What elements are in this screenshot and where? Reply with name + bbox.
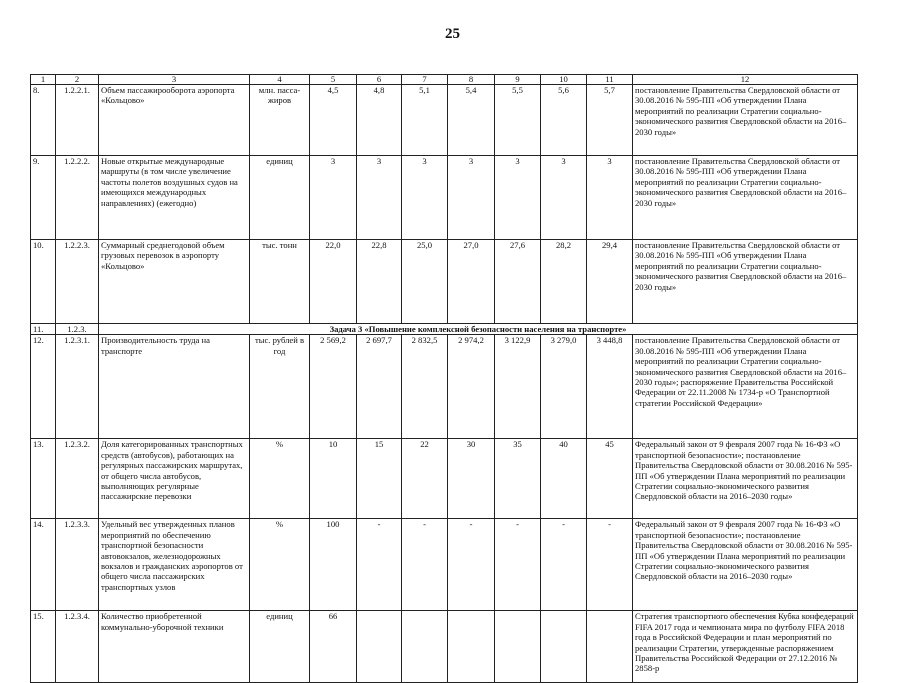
value-cell: [541, 611, 587, 683]
row-number: 11.: [31, 324, 56, 335]
legal-basis: Федеральный закон от 9 февраля 2007 года № 16-ФЗ «О транспортной безопасности»; постановление Правительства Свердловской области от 30.08.2016 № 595-ПП «Об утверждении Плана мероприятий по реализации Стратегии социально-экономического развития Свердловской области на 2016–2030 годы»: [633, 439, 858, 519]
value-cell: 5,6: [541, 85, 587, 156]
table-row: [31, 335, 858, 439]
header-cell: 11: [587, 75, 633, 85]
value-cell: 22,8: [357, 240, 402, 324]
legal-basis: постановление Правительства Свердловской области от 30.08.2016 № 595-ПП «Об утверждении Плана мероприятий по реализации Стратегии социально-экономического развития Свердловской области на 2016–2030 годы»: [633, 85, 858, 156]
indicator-code: 1.2.3.2.: [56, 439, 99, 519]
value-cell: 22: [402, 439, 448, 519]
value-cell: 45: [587, 439, 633, 519]
unit-of-measure: тыс. рублей в год: [250, 335, 310, 439]
indicator-name: Количество приобретенной коммунально-уборочной техники: [99, 611, 250, 683]
header-cell: 8: [448, 75, 495, 85]
indicator-code: 1.2.2.1.: [56, 85, 99, 156]
value-cell: -: [587, 519, 633, 611]
indicators-table: [30, 74, 858, 683]
value-cell: 4,8: [357, 85, 402, 156]
value-cell: 30: [448, 439, 495, 519]
value-cell: 5,1: [402, 85, 448, 156]
legal-basis: постановление Правительства Свердловской области от 30.08.2016 № 595-ПП «Об утверждении Плана мероприятий по реализации Стратегии социально-экономического развития Свердловской области на 2016–2030 годы»: [633, 240, 858, 324]
indicator-code: 1.2.3.1.: [56, 335, 99, 439]
unit-of-measure: %: [250, 519, 310, 611]
header-cell: 9: [495, 75, 541, 85]
value-cell: 2 569,2: [310, 335, 357, 439]
row-number: 13.: [31, 439, 56, 519]
value-cell: [357, 611, 402, 683]
value-cell: 22,0: [310, 240, 357, 324]
value-cell: 27,0: [448, 240, 495, 324]
row-number: 10.: [31, 240, 56, 324]
value-cell: 2 697,7: [357, 335, 402, 439]
indicator-code: 1.2.2.3.: [56, 240, 99, 324]
value-cell: 3: [357, 156, 402, 240]
indicator-name: Суммарный среднегодовой объем грузовых перевозок в аэропорту «Кольцово»: [99, 240, 250, 324]
value-cell: 10: [310, 439, 357, 519]
table-row: [31, 156, 858, 240]
indicator-name: Объем пассажирооборота аэропорта «Кольцово»: [99, 85, 250, 156]
unit-of-measure: млн. пасса-жиров: [250, 85, 310, 156]
table-row: [31, 519, 858, 611]
value-cell: 15: [357, 439, 402, 519]
unit-of-measure: единиц: [250, 611, 310, 683]
row-number: 15.: [31, 611, 56, 683]
value-cell: 3: [448, 156, 495, 240]
row-number: 8.: [31, 85, 56, 156]
value-cell: 3: [310, 156, 357, 240]
unit-of-measure: единиц: [250, 156, 310, 240]
value-cell: 2 974,2: [448, 335, 495, 439]
header-cell: 6: [357, 75, 402, 85]
value-cell: -: [448, 519, 495, 611]
task-row: [31, 324, 858, 335]
indicator-name: Производительность труда на транспорте: [99, 335, 250, 439]
header-cell: 1: [31, 75, 56, 85]
value-cell: [495, 611, 541, 683]
row-number: 14.: [31, 519, 56, 611]
value-cell: -: [402, 519, 448, 611]
value-cell: 3: [495, 156, 541, 240]
value-cell: 40: [541, 439, 587, 519]
value-cell: [402, 611, 448, 683]
header-cell: 12: [633, 75, 858, 85]
value-cell: 28,2: [541, 240, 587, 324]
table-row: [31, 240, 858, 324]
task-title: Задача 3 «Повышение комплексной безопасности населения на транспорте»: [99, 324, 858, 335]
indicator-name: Доля категорированных транспортных средств (автобусов), работающих на регулярных пассажирских маршрутах, от общего числа автобусов, выполняющих регулярные пассажирские перевозки: [99, 439, 250, 519]
value-cell: 5,7: [587, 85, 633, 156]
value-cell: [587, 611, 633, 683]
value-cell: 29,4: [587, 240, 633, 324]
value-cell: 3 122,9: [495, 335, 541, 439]
unit-of-measure: %: [250, 439, 310, 519]
value-cell: 2 832,5: [402, 335, 448, 439]
row-number: 9.: [31, 156, 56, 240]
table-row: [31, 85, 858, 156]
value-cell: 25,0: [402, 240, 448, 324]
value-cell: 100: [310, 519, 357, 611]
value-cell: -: [495, 519, 541, 611]
value-cell: 35: [495, 439, 541, 519]
value-cell: 27,6: [495, 240, 541, 324]
header-cell: 7: [402, 75, 448, 85]
value-cell: 3 279,0: [541, 335, 587, 439]
indicator-name: Удельный вес утвержденных планов мероприятий по обеспечению транспортной безопасности автовокзалов, железнодорожных вокзалов и гражданских аэропортов от общего числа пассажирских транспортных узлов: [99, 519, 250, 611]
unit-of-measure: тыс. тонн: [250, 240, 310, 324]
indicator-code: 1.2.3.3.: [56, 519, 99, 611]
table-row: [31, 439, 858, 519]
header-cell: 5: [310, 75, 357, 85]
value-cell: 4,5: [310, 85, 357, 156]
value-cell: [448, 611, 495, 683]
task-code: 1.2.3.: [56, 324, 99, 335]
header-cell: 2: [56, 75, 99, 85]
value-cell: 3: [587, 156, 633, 240]
value-cell: 3: [402, 156, 448, 240]
legal-basis: Федеральный закон от 9 февраля 2007 года № 16-ФЗ «О транспортной безопасности»; постановление Правительства Свердловской области от 30.08.2016 № 595-ПП «Об утверждении Плана мероприятий по реализации Стратегии социально-экономического развития Свердловской области на 2016–2030 годы»: [633, 519, 858, 611]
value-cell: 66: [310, 611, 357, 683]
header-cell: 4: [250, 75, 310, 85]
value-cell: -: [541, 519, 587, 611]
legal-basis: Стратегия транспортного обеспечения Кубка конфедераций FIFA 2017 года и чемпионата мира по футболу FIFA 2018 года в Российской Федерации и план мероприятий по реализации Стратегии, утвержденные распоряжением Правительства Российской Федерации от 27.12.2016 № 2858-р: [633, 611, 858, 683]
page-number: 25: [445, 26, 460, 42]
value-cell: 5,4: [448, 85, 495, 156]
value-cell: 5,5: [495, 85, 541, 156]
legal-basis: постановление Правительства Свердловской области от 30.08.2016 № 595-ПП «Об утверждении Плана мероприятий по реализации Стратегии социально-экономического развития Свердловской области на 2016–2030 годы»; распоряжение Правительства Российской Федерации от 22.11.2008 № 1734-р «О Транспортной стратегии Российской Федерации»: [633, 335, 858, 439]
legal-basis: постановление Правительства Свердловской области от 30.08.2016 № 595-ПП «Об утверждении Плана мероприятий по реализации Стратегии социально-экономического развития Свердловской области на 2016–2030 годы»: [633, 156, 858, 240]
value-cell: 3 448,8: [587, 335, 633, 439]
value-cell: 3: [541, 156, 587, 240]
column-number-header-row: [31, 75, 858, 85]
header-cell: 3: [99, 75, 250, 85]
indicator-name: Новые открытые международные маршруты (в том числе увеличение частоты полетов воздушных судов на имеющихся международных направлениях) (ежегодно): [99, 156, 250, 240]
table-row: [31, 611, 858, 683]
indicator-code: 1.2.2.2.: [56, 156, 99, 240]
row-number: 12.: [31, 335, 56, 439]
header-cell: 10: [541, 75, 587, 85]
value-cell: -: [357, 519, 402, 611]
indicator-code: 1.2.3.4.: [56, 611, 99, 683]
